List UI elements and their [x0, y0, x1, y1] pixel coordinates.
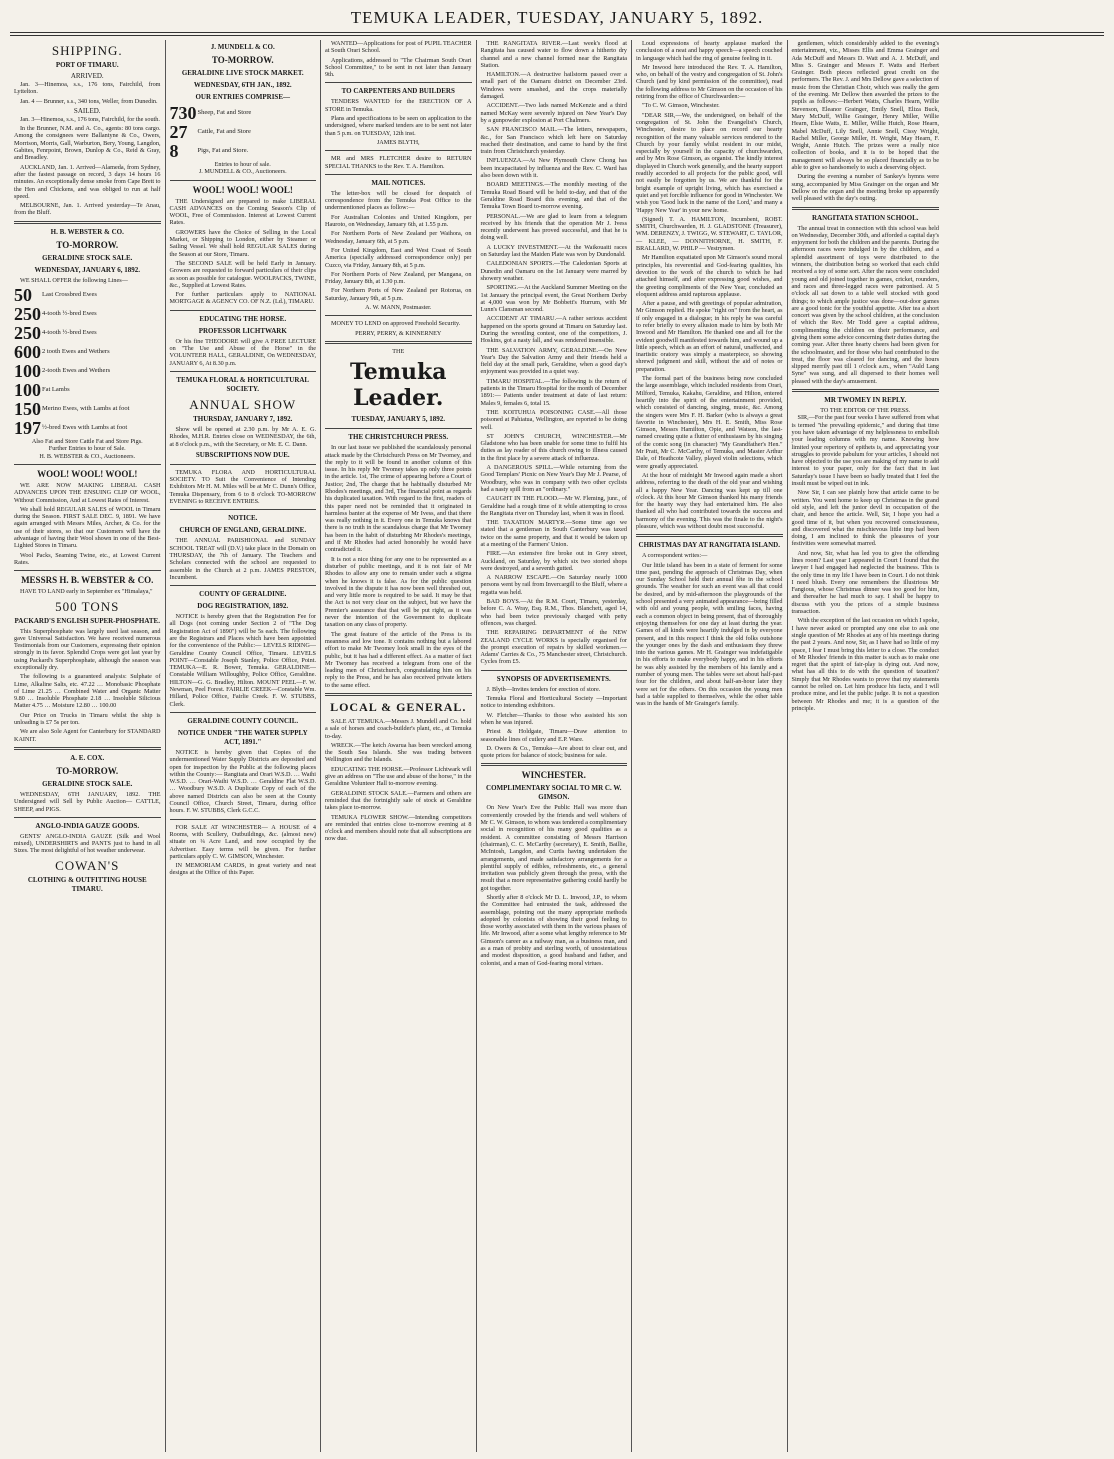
subscriptions-heading: SUBSCRIPTIONS NOW DUE.	[195, 450, 290, 459]
newspaper-columns	[10, 40, 1104, 1452]
messrs-heading: MESSRS H. B. WEBSTER & CO.	[21, 575, 154, 586]
cox-sale: GERALDINE STOCK SALE.	[42, 779, 133, 788]
stock-line: 250 4-tooth ½-bred Ewes	[14, 323, 97, 344]
sale-heading: GERALDINE STOCK SALE.	[42, 253, 133, 262]
local-heading: LOCAL & GENERAL.	[330, 700, 467, 714]
further-text: Further Entries to hour of Sale.	[48, 445, 126, 453]
column-3: WANTED—Applications for post of PUPIL TEACHER at South Orari School. Applications, addressed to "The Chairman South Orari School Committee," to be sent in not later than January 9th. TO CARPENTERS AND BUILDERS TENDERS WANTED for the ERECTION OF A STORE in Temuka. Plans and specifications to be seen on application to the undersigned, where marked tenders are to be sent not later than 5 p.m. on TUESDAY, 12th inst. JAMES BLYTH, MR and MRS FLETCHER desire to RETURN SPECIAL THANKS to the Rev. T. A. Hamilton. MAIL NOTICES. The letter-box will be closed for despatch of correspondence from the Temuka Post Office to the undermentioned places as follow:— For Australian Colonies and United Kingdom, per Hauroto, on Wednesday, January 6th, at 1.55 p.m. For Northern Ports of New Zealand per Waihora, on Wednesday, January 6th, at 5 p.m. For United Kingdom, East and West Coast of South America (specially addressed correspondence only) per Cuzco, via Friday, January 8th, at 5 p.m. For Northern Ports of New Zealand, per Mangana, on Friday, January 8th, at 1.30 p.m. For Northern Ports of New Zealand per Rotorua, on Saturday, January 9th, at 5 p.m. A. W. MANN, Postmaster. MONEY TO LEND on approved Freehold Security. PERRY, PERRY, & KINNERNEY THE Temuka Leader. TUESDAY, JANUARY 5, 1892. THE CHRISTCHURCH PRESS. In our last issue we published the scandalously personal attack made by the Christchurch Press on Mr Twomey, and the reply to it will be found in another column of this issue. In his reply Mr Twomey takes up only three points in the article. 1st, The crime of appearing before a Court of Justice; 2nd, The charge that he habitually disturbed Mr Rhodes's meetings, and 3rd, The financial point as regards his duplicated taxation. With regard to the first, readers of this paper need not be reminded that it originated in harmless banter at the expense of Mr Ivess, and that there was really nothing in it. Every one in Temuka knows that there is no truth in the scandalous charge that Mr Twomey has been in the habit of disturbing Mr Rhodes's meetings, and if Mr Rhodes had acted honorably he would have contradicted it. It is not a nice thing for any one to be represented as a disturber of public meetings, and it is not fair of Mr Rhodes to allow any one to remain under such a stigma when he knows it is false. As for the public question involved in the dispute it has now been well threshed out, and very little more is required to be said. It may be that the Act is not very clear on the subject, but we have the Premier's assurance that that will be put right, as it was never the intention of the Government to duplicate taxation on any class of property. The great feature of the article of the Press is its meanness and low tone. It contains nothing but a labored effort to make Mr Twomey look small in the eyes of the public, but it has had a different effect. As a matter of fact Mr Twomey has received a telegram from one of the leading men of Christchurch, congratulating him on his reply to the Press, and he has also received private letters to the same effect. LOCAL & GENERAL. SALE AT TEMUKA.—Messrs J. Mundell and Co. hold a sale of horses and coach-builder's plant, etc., at Temuka to-day. WRECK.—The ketch Awarua has been wrecked among the South Sea Islands. She was trading between Wellington and the Islands. EDUCATING THE HORSE.—Professor Lichtwark will give an address on "The use and abuse of the horse," in the Geraldine Volunteer Hall to-morrow evening. GERALDINE STOCK SALE.—Farmers and others are reminded that the fortnightly sale of stock at Geraldine takes place to-morrow. TEMUKA FLOWER SHOW.—Intending competitors are reminded that entries close to-morrow evening at 8 o'clock and members should note that all subscriptions are now due.	[321, 40, 477, 1452]
signoff: J. MUNDELL & CO., Auctioneers.	[198, 168, 287, 176]
wool-text: THE Undersigned are prepared to make LIBERAL CASH ADVANCES on the Coming Season's Clip of WOOL, Free of Commission. Interest at Lowest Current Rates.	[169, 197, 316, 227]
newspaper-title: Temuka Leader.	[349, 359, 447, 412]
council-heading: GERALDINE COUNTY COUNCIL.	[187, 716, 299, 725]
money-ad: MONEY TO LEND on approved Freehold Security.	[331, 320, 461, 328]
column-5: Loud expressions of hearty applause marked the conclusion of a neat and happy speech—a speech couched in language which had the ring of genuine feeling in it. Mr Inwood here introduced the Rev. T. A. Hamilton, who, on behalf of the vestry and congregation of St. John's Church (and by kind permission of the committee), read the following address to Mr Gimson on the occasion of his retiring from the office of Churchwarden:— "To C. W. Gimson, Winchester. "DEAR SIR,—We, the undersigned, on behalf of the congregation of St. John the Evangelist's Church, Winchester, desire to place on record our hearty recognition of the many valuable services rendered to the Church by your family whilst resident in our midst, especially by yourself in the capacity of churchwarden, and by Mrs Rose Gimson, as organist. The kindly interest displayed in Church work generally, and the hearty support readily accorded to all projects for the public good, will not easily be forgotten by us. We are thankful for the bright example of upright living, which has exercised a quiet and yet forcible influence for good in Winchester. We wish you 'Good luck in the name of the Lord,' and many a 'Happy New Year' in your new home. (Signed) T. A. HAMILTON, Incumbent, ROBT. SMITH, Churchwarden, H. J. GLADSTONE (Treasurer), WM. DERENZY, J. TWIGG, W. STEWART, C. TAYLOR, — KLEE, — DONNITHORNE, H. SMITH, F. BRALLARD, W. PHILP — Vestrymen. Mr Hamilton expatiated upon Mr Gimson's sound moral principles, his reverential and God-fearing qualities, his devotion to the work of the church to which he had attached himself, and after expressing good wishes, and the greeting compliments of the New Year, concluded an eloquent address amid rapturous applause. After a pause, and with greetings of popular admiration, Mr Gimson replied. He spoke "right on" from the heart, as if only engaged in a dialogue; in his reply he was careful to refer briefly to every allusion made to him by both Mr Inwood and Mr Hamilton. He thanked one and all for the evident goodwill manifested towards him, and wound up a little speech, which as an effort of natural, unaffected, and inartistic oratory was simply a masterpiece, so showing shrewd judgment and skill, without the aid of notes or preparation. The formal part of the business being now concluded the large assemblage, which included residents from Orari, Milford, Temuka, Kakahu, Geraldine, and Hilton, entered heartily into the spirit of the entertainment provided, which consisted of dancing, singing, music, &c. Among the singers were Mrs F. H. Barker (who is always a great favorite in Winchester), Mrs H. E. Smith, Miss Rose Gimson, Messrs Hamilton, Opie, and Watson, the last-named creating quite a flutter of enthusiasm by his singing of the comic song (in character) "My Grandfather's Hen." Mr Pratt, Mr C. McCarthy, of Temuka, and Master Arthur Dale, of Heathcote Valley, played violin selections, which were greatly appreciated. At the hour of midnight Mr Inwood again made a short address, referring to the death of the old year and wishing all a happy New Year. Dancing was kept up till one o'clock. At this hour Mr Gimson thanked his many friends for the hearty way they had entertained him. He also thanked all who had contributed towards the success and harmony of the evening. This was the finale to the night's pleasure, which was without doubt most successful. CHRISTMAS DAY AT RANGITATA ISLAND. A correspondent writes:— Our little island has been in a state of ferment for some time past, pending the approach of Christmas Day, when our Sunday School held their annual fête in the school grounds. The weather for such an event was all that could be desired, and by mid-afternoon the playgrounds of the school presented a very animated appearance—being filled with old and young people, with smiling faces, having each a common object in being present, that of thoroughly enjoying themselves for one day at least during the year. Games of all kinds were heartily indulged in by everyone present, and in this respect I think the old folks outshone the younger ones by the dash and enthusiasm they threw into the various games. Mr H. Grainger was indefatigable in his efforts to make everybody happy, and in his efforts he was ably assisted by the members of his family and a number of young men. The tables were set about half-past four for the children, and about half-an-hour later they were set for the others. On this occasion the young men had a table supplied to themselves, while the other table was in the hands of Mr Grainger's family.	[632, 40, 788, 1452]
column-6: gentlemen, which considerably added to the evening's entertainment, viz., Misses Ellis and Emma Grainger and Ada McDuff and Messrs D. Watt and A. J. McDuff, and Miss S. Grainger and Messrs F. Watts and Herbert Grainger. Both pieces reflected great credit on the performers. The Rev. J. and Mrs Dellow gave a selection of music from the Christian Choir, which was really the gem of the evening. Mr Dellow then awarded the prizes to the pupils as follows:—Herbert Watts, Charles Hearn, Willie Stevenson, Eleanor Grainger, Emily Snell, Eliza Buck, Mary McDuff, Willie Grainger, Henry Miller, Willie Hearn, Elsie Watts, E. Miller, Willie Hutch, Rose Hearn, Mabel McDuff, Lily Snell, Annie Snell, Cissy Wright, Rachel Miller, George Miller, H. Wright, May Hearn, F. Wright, Annie Hutch. The prizes were a really nice collection of books, and it is to be hoped that the management will always be so placed financially as to be able to give so handsomely to such a deserving object. During the evening a number of Sankey's hymns were sung, accompanied by Miss Grainger on the organ and Mr Dellow on the organ and the meeting broke up apparently well pleased with the day's outing. RANGITATA STATION SCHOOL. The annual treat in connection with this school was held on Wednesday, December 30th, and afforded a capital day's enjoyment for both the children and the parents. During the afternoon races were indulged in by the children, and a splendid assortment of toys were distributed to the winners, the distribution being so worked that each child received a toy of some sort. After the races were concluded young and old joined together in games, cricket, rounders, and races and three-legged races were patronised. At 5 o'clock all sat down to a table well stocked with good things; to which ample justice was done—out-door games are a good tonic for the youthful appetite. After tea a short concert was given by the school children, at the conclusion of which the Rev. Mr Todd gave a capital address, complimenting the children on their performance, and giving them some advice concerning their duties during the coming year. After three hearty cheers had been given for the schoolmaster, and for those who had contributed to the treat, the floor was cleared for dancing, and the hours slipped merrily past till 1 o'clock a.m., when "Auld Lang Syne" was sung, and all dispersed to their homes well pleased with the day's amusement. MR TWOMEY IN REPLY. TO THE EDITOR OF THE PRESS. SIR,—For the past four weeks I have suffered from what is termed "the prevailing epidemic," and during that time you have taken advantage of my helplessness to embellish your leading columns with my name. Knowing how limited your repertory of epithets is, and appreciating your struggles to provide pabulum for your articles, I should not have objected to the use you are making of my name to add interest to your paper, only for the fact that in last Saturday's issue I have been so badly treated that I feel the insult must be wiped out in ink. Now Sir, I can see plainly how that article came to be written. You went home to keep up Christmas in the grand old style, and left the junior devil in occupation of the chair, and hence the article. Well, Sir, I hope you had a good time of it, but when you recovered consciousness, and discovered what the mischievous little imp had been doing, I am inclined to think the pleasures of your festivities were somewhat marred. And now, Sir, what has led you to give the offending lines room? Last year I appeared in Court I found that the lawyer I had engaged had neglected the business. This is the only time in my life I have been in Court. I do not think I need blush. Every one remembers the illustrious Mr Fangious, whose Christmas dinner was too good for him, and thereafter he had much to say. I shall be happy to discuss with you the prices of a simple business transaction. With the exception of the last occasion on which I spoke, I have never asked or prompted any one else to ask one single question of Mr Rhodes at any of his meetings during the past 2 years. And now, Sir, as I have had so little of my space, I fear I must bring this letter to a close. The conduct of Mr Rhodes' friends in this matter is such as to make one regret that the spirit of fair-play is dying out. And now, what has all this to do with the question of taxation? Simply that Mr Rhodes wants to prove that my statements cannot be relied on. Let him produce his facts, and I will produce mine, and let the public judge. It is not a question between Mr Rhodes and me; it is a question of the principle.	[791, 40, 940, 712]
stock-line: 50 Last Crossbred Ewes	[14, 285, 97, 306]
society-heading: TEMUKA FLORAL & HORTICULTURAL SOCIETY.	[176, 375, 310, 393]
entries-heading: OUR ENTRIES COMPRISE—	[195, 93, 290, 101]
cowan-heading: COWAN'S	[55, 857, 120, 873]
press-heading: THE CHRISTCHURCH PRESS.	[348, 433, 449, 442]
church-heading: CHURCH OF ENGLAND, GERALDINE.	[179, 526, 307, 535]
sailed-label: SAILED.	[73, 106, 101, 115]
stock-line: 100 2-tooth Ewes and Wethers	[14, 361, 111, 382]
county-heading: COUNTY OF GERALDINE.	[199, 590, 287, 599]
webster-header: H. B. WEBSTER & CO.	[50, 227, 124, 236]
dog-reg-heading: DOG REGISTRATION, 1892.	[197, 602, 289, 611]
mail-heading: MAIL NOTICES.	[371, 178, 426, 187]
show-date: THURSDAY, JANUARY 7, 1892.	[193, 414, 293, 423]
to-editor: TO THE EDITOR OF THE PRESS.	[820, 407, 911, 415]
issue-date: TUESDAY, JANUARY 5, 1892.	[351, 415, 445, 424]
signed-name: T. A. HAMILTON, Incumbent	[669, 215, 758, 223]
column-1: SHIPPING. PORT OF TIMARU. ARRIVED. Jan. 3—Hinemoa, s.s., 176 tons, Fairchild, from Lyttelton. Jan. 4 — Brunner, s.s., 340 tons, Weller, from Dunedin. SAILED. Jan. 3—Hinemoa, s.s., 176 tons, Fairchild, for the south. In the Brunner, N.M. and A. Co., agents: 80 tons cargo. Among the consignees were Ballantyne & Co., Owers, Morrison, Morris, Gall, Warburton, Bery, Young, Langdon, Gabites, Fenrpoint, Brown, Dunlop & Co., Reid & Gray, and Breadley. AUCKLAND, Jan. 1. Arrived—Alameda, from Sydney, after the fastest passage on record, 3 days 14 hours 16 minutes. An exceptionally dense smoke from Cape Brett to the Hen and Chickens, and was obliged to run at half speed. MELBOURNE, Jan. 1. Arrived yesterday—Te Anau, from the Bluff. H. B. WEBSTER & CO. TO-MORROW. GERALDINE STOCK SALE. WEDNESDAY, JANUARY 6, 1892. WE SHALL OFFER the following Lines— 50 Last Crossbred Ewes 250 4-tooth ½-bred Ewes 250 4-tooth ½-bred Ewes 600 2 tooth Ewes and Wethers 100 2-tooth Ewes and Wethers 100 Fat Lambs 150 Merino Ewes, with Lambs at foot 197 ½-bred Ewes with Lambs at foot Also Fat and Store Cattle Fat and Store Pigs. Further Entries to hour of Sale. H. B. WEBSTER & CO., Auctioneers. WOOL! WOOL! WOOL! WE ARE NOW MAKING LIBERAL CASH ADVANCES UPON THE ENSUING CLIP OF WOOL, Without Commission, And at Lowest Rates of Interest. We shall hold REGULAR SALES of WOOL in Timaru during the Season. FIRST SALE DEC. 9, 1891. We have again arranged with Messrs Miles, Archer, & Co. for the use of their stores, so that our Customers will have the advantage of having their Wool shown in one of the Best-Lighted Stores in Timaru. Wool Packs, Seaming Twine, etc., at Lowest Current Rates. MESSRS H. B. WEBSTER & CO. HAVE TO LAND early in September ex "Himalaya," 500 TONS PACKARD'S ENGLISH SUPER-PHOSPHATE. This Superphosphate was largely used last season, and gave Universal Satisfaction. We have received numerous Testimonials from our Customers, expressing their opinion strongly in its favor. Splendid Crops were got last year by using Packard's Superphosphate, although the season was exceptionally dry. The following is a guaranteed analysis: Sulphate of Lime, Alkaline Salts, etc. 47.22 … Monobasic Phosphate of Lime 21.25 … Combined Water and Organic Matter 9.80 … Insoluble Phosphate 2.18 … Insoluble Silicious Matter 4.75 … Moisture 12.80 … 100.00 Our Price on Trucks in Timaru whilst the ship is unloading is £7 5s per ton. We are also Sole Agent for Canterbury for STANDARD KAINIT. A. E. COX. TO-MORROW. GERALDINE STOCK SALE. WEDNESDAY, 6TH JANUARY, 1892. THE Undersigned will Sell by Public Auction— CATTLE, SHEEP, and PIGS. ANGLO-INDIA GAUZE GOODS. GENTS' ANGLO-INDIA GAUZE (Silk and Wool mixed), UNDERSHIRTS and PANTS just to hand in all Sizes. The most delightful of hot weather underwear. COWAN'S CLOTHING & OUTFITTING HOUSE TIMARU.	[10, 40, 166, 1452]
annual-show-heading: ANNUAL SHOW	[189, 396, 297, 412]
offer-text: WE SHALL OFFER the following Lines—	[20, 276, 128, 284]
notice-heading: NOTICE.	[228, 514, 258, 523]
xmas-heading: CHRISTMAS DAY AT RANGITATA ISLAND.	[638, 541, 780, 550]
signoff: H. B. WEBSTER & CO., Auctioneers.	[39, 452, 136, 460]
blyth-signoff: JAMES BLYTH,	[376, 138, 420, 146]
educating-heading: EDUCATING THE HORSE.	[199, 314, 287, 323]
masthead-rule	[10, 32, 1104, 33]
stock-line: 150 Merino Ewes, with Lambs at foot	[14, 399, 130, 420]
tenders-ad: TENDERS WANTED for the ERECTION OF A STORE in Temuka.	[325, 98, 472, 113]
wanted-ad: WANTED—Applications for post of PUPIL TEACHER at South Orari School.	[325, 40, 472, 55]
market-heading: GERALDINE LIVE STOCK MARKET.	[181, 69, 304, 77]
arrival: Jan. 4 — Brunner, s.s., 340 tons, Weller, from Dunedin.	[20, 97, 158, 105]
tons-heading: 500 TONS	[55, 598, 120, 614]
cowan-sub: CLOTHING & OUTFITTING HOUSE TIMARU.	[27, 875, 147, 893]
cox-header: A. E. COX.	[70, 753, 105, 762]
carpenters-heading: TO CARPENTERS AND BUILDERS	[341, 87, 455, 96]
stock-line: 600 2 tooth Ewes and Wethers	[14, 342, 110, 363]
postmaster-signoff: A. W. MANN, Postmaster.	[365, 304, 432, 312]
mundell-header: J. MUNDELL & CO.	[210, 43, 275, 51]
arrived-label: ARRIVED.	[70, 72, 104, 80]
rangitata-heading: THE RANGITATA RIVER.	[486, 40, 563, 47]
reply-heading: MR TWOMEY IN REPLY.	[824, 396, 907, 405]
sale-date: WEDNESDAY, JANUARY 6, 1892.	[34, 265, 141, 274]
market-date: WEDNESDAY, 6TH JAN., 1892.	[193, 81, 292, 89]
port-heading: PORT OF TIMARU.	[55, 61, 119, 69]
packard-heading: PACKARD'S ENGLISH SUPER-PHOSPHATE.	[14, 616, 160, 625]
stock-line: 100 Fat Lambs	[14, 380, 70, 401]
water-heading: NOTICE UNDER "THE WATER SUPPLY ACT, 1891."	[177, 728, 308, 746]
the-label: THE	[392, 347, 405, 355]
wool-text: WE ARE NOW MAKING LIBERAL CASH ADVANCES UPON THE ENSUING CLIP OF WOOL, Without Commission, And at Lowest Rates of Interest.	[14, 481, 161, 504]
wool-heading: WOOL! WOOL! WOOL!	[37, 468, 138, 479]
arrival: Jan. 3—Hinemoa, s.s., 176 tons, Fairchild, from Lyttelton.	[14, 81, 161, 96]
tomorrow-heading: TO-MORROW.	[56, 239, 119, 250]
perry-signoff: PERRY, PERRY, & KINNERNEY	[355, 329, 442, 337]
synopsis-heading: SYNOPSIS OF ADVERTISEMENTS.	[496, 674, 611, 683]
professor-heading: PROFESSOR LICHTWARK	[198, 326, 287, 335]
winchester-heading: WINCHESTER.	[521, 770, 586, 781]
also-text: Also Fat and Store Cattle Fat and Store Pigs.	[31, 438, 143, 446]
stock-line: 197 ½-bred Ewes with Lambs at foot	[14, 418, 128, 439]
column-4: THE RANGITATA RIVER.—Last week's flood at Rangitata has caused water to flow down a hitherto dry channel and a new channel formed near the Rangitata Station. HAMILTON.—A destructive hailstorm passed over a small part of the Oamaru district on December 23rd. Windows were smashed, and the crops materially damaged. ACCIDENT.—Two lads named McKenzie and a third named McKay were severely injured on New Year's Day by a gunpowder explosion at Port Chalmers. SAN FRANCISCO MAIL.—The letters, newspapers, &c., for San Francisco which left here on Saturday reached their destination, and came to hand by the first train from Christchurch yesterday. INFLUENZA.—At New Plymouth Chow Chong has been incapacitated by influenza and the Rev. C. Ward has also been down with it. BOARD MEETINGS.—The monthly meeting of the Temuka Road Board will be held to-day, and that of the Geraldine Road Board this evening, and that of the Temuka Town Board to-morrow evening. PERSONAL.—We are glad to learn from a telegram received by his friends that the operation Mr J. Ivess recently underwent has proved successful, and that he is doing well. A LUCKY INVESTMENT.—At the Waikouaiti races on Saturday last the Maiden Plate was won by Dundonald. CALEDONIAN SPORTS.—The Caledonian Sports at Dunedin and Oamaru on the 1st January were marred by showery weather. SPORTING.—At the Auckland Summer Meeting on the 1st January the principal event, the Great Northern Derby at 4,000 was won by Mr Bobbett's Hurrum, with Mr Lunn's Clansman second. ACCIDENT AT TIMARU.—A rather serious accident happened on the sports ground at Timaru on Saturday last. During the wrestling contest, one of the competitors, J. Hoskins, got a nasty fall, and was rendered insensible. THE SALVATION ARMY, GERALDINE.—On New Year's Day the Salvation Army and their friends held a field day at the small park, Geraldine, when a good day's enjoyment was provided in a quiet way. TIMARU HOSPITAL.—The following is the return of patients in the Timaru Hospital for the month of December 1891:— Patients under treatment at date of last return: Males 9, females 6, total 15. THE KOITUHUA POISONING CASE.—All those poisoned at Pahiatua, Wellington, are reported to be doing well. ST JOHN'S CHURCH, WINCHESTER.—Mr Gladstone who has been unable for some time to fulfil his duties as lay reader of this church owing to illness caused in the first place by a severe attack of influenza. A DANGEROUS SPILL.—While returning from the Good Templars' Picnic on New Year's Day Mr J. Pearse, of Woodbury, who was in company with two other cyclists had a nasty spill from an "ordinary." CAUGHT IN THE FLOOD.—Mr W. Fleming, junr., of Geraldine had a rough time of it while attempting to cross the Rangitata river on Thursday last, when it was in flood. THE TAXATION MARTYR.—Some time ago we stated that a gentleman in South Canterbury was taxed twice on the same property, and that it would be taken up at a meeting of the Farmers' Union. FIRE.—An extensive fire broke out in Grey street, Auckland, on Saturday, by which six two storied shops were destroyed, and a seventh gutted. A NARROW ESCAPE.—On Saturday nearly 1000 persons went by rail from Invercargill to the Bluff, where a regatta was held. BAD BOYS.—At the R.M. Court, Timaru, yesterday, before C. A. Wray, Esq. R.M., Thos. Blanchett, aged 14, who had been twice previously charged with petty offences, was charged. THE REPAIRING DEPARTMENT of the NEW ZEALAND CYCLE WORKS is specially organised for the prompt execution of repairs by skilled workmen.—Adams' Carries & Co., 75 Manchester street, Christchurch. Cycles from £5. SYNOPSIS OF ADVERTISEMENTS. J. Blyth—Invites tenders for erection of store. Temuka Floral and Horticultural Society —Important notice to intending exhibitors. W. Fletcher—Thanks to those who assisted his son when he was injured. Priest & Holdgate, Timaru—Draw attention to seasonable lines of cutlery and E.P. Ware. D. Owers & Co., Temuka—Are about to clear out, and quote prices for balance of stock; business for sale. WINCHESTER. COMPLIMENTARY SOCIAL TO MR C. W. GIMSON. On New Year's Eve the Public Hall was more than conveniently crowded by the friends and well wishers of Mr C. W. Gimson, to whom was tendered a complimentary social in recognition of his many good qualities as a resident. A committee consisting of Messrs Harrison (chairman), C. C. McCarthy (secretary), E. Smith, Baillie, McIntosh, Langdon, and Curtis having undertaken the arrangements, and made satisfactory arrangements for a plentiful supply of edibles, refreshments, etc., a general invitation was publicly given through the press, with the result that a more representative gathering could hardly be got together. Shortly after 8 o'clock Mr D. L. Inwood, J.P., to whom the Committee had entrusted the task, addressed the assemblage, pointing out the many appropriate methods adopted by colonists of showing their good feeling to those worthy associated with them in the various phases of life. Mr Inwood, after a some what lengthy reference to Mr Gimson's career as a railway man, as a business man, and as a man of probity and sterling worth, of unostentatious and modest disposition, a good husband and father, and colonist, and a man of God-fearing moral virtues.	[477, 40, 633, 1452]
stock-line: 8 Pigs, Fat and Store.	[169, 141, 249, 161]
masthead-rule-2	[10, 35, 1104, 36]
shipping-title: SHIPPING.	[51, 43, 123, 58]
tomorrow-heading: TO-MORROW.	[211, 55, 274, 65]
stock-line: 730 Sheep, Fat and Store	[169, 103, 252, 123]
vestrymen-label: Vestrymen.	[706, 245, 735, 253]
stock-line: 27 Cattle, Fat and Store	[169, 122, 251, 142]
column-2: J. MUNDELL & CO. TO-MORROW. GERALDINE LIVE STOCK MARKET. WEDNESDAY, 6TH JAN., 1892. OUR ENTRIES COMPRISE— 730 Sheep, Fat and Store 27 Cattle, Fat and Store 8 Pigs, Fat and Store. Entries to hour of sale. J. MUNDELL & CO., Auctioneers. WOOL! WOOL! WOOL! THE Undersigned are prepared to make LIBERAL CASH ADVANCES on the Coming Season's Clip of WOOL, Free of Commission. Interest at Lowest Current Rates. GROWERS have the Choice of Selling in the Local Market, or Shipping to London, either by Steamer or Sailing Vessel. We shall hold REGULAR SALES during the Season at our Store, Timaru. The SECOND SALE will be held Early in January. Growers are requested to forward particulars of their clips as soon as possible for catalogue. WOOLPACKS, TWINE, &c., Supplied at Lowest Rates. For further particulars apply to NATIONAL MORTGAGE & AGENCY CO. OF N.Z. (Ld.), TIMARU. EDUCATING THE HORSE. PROFESSOR LICHTWARK Or his fine THEODORE will give A FREE LECTURE on "The Use and Abuse of the Horse" in the VOLUNTEER HALL, GERALDINE, On WEDNESDAY, JANUARY 6, At 8.30 p.m. TEMUKA FLORAL & HORTICULTURAL SOCIETY. ANNUAL SHOW THURSDAY, JANUARY 7, 1892. Show will be opened at 2.30 p.m. by Mr A. E. G. Rhodes, M.H.R. Entries close on WEDNESDAY, the 6th, at 8 o'clock p.m., with the Secretary, or Mr. E. C. Dann. SUBSCRIPTIONS NOW DUE. TEMUKA FLORA AND HORTICULTURAL SOCIETY. TO Suit the Convenience of Intending Exhibitors Mr H. M. Miles will be at Mr C. Dunn's Office, Temuka Dispensary, from 6 to 8 o'clock TO-MORROW EVENING to RECEIVE ENTRIES. NOTICE. CHURCH OF ENGLAND, GERALDINE. THE ANNUAL PARISHIONAL and SUNDAY SCHOOL TREAT will (D.V.) take place in the Domain on THURSDAY, the 7th of January. The Teachers and Scholars connected with the school are requested to assemble in the Church at 2 p.m. JAMES PRESTON, Incumbent. COUNTY OF GERALDINE. DOG REGISTRATION, 1892. NOTICE is hereby given that the Registration Fee for all Dogs (not coming under Section 2 of "The Dog Registration Act of 1890") will be 5s each. The following are the Registrars and Places which have been appointed for the convenience of the Public:— LEVELS RIDING—Geraldine County Council Office, Timaru. LEVELS POINT—Constable Joseph Stanley, Police Office, Point. TEMUKA—E. R. Bower, Temuka. GERALDINE—Constable William Willoughby, Police Office, Geraldine. HILTON—G. G. Bradley, Hilton. MOUNT PEEL—F. W. Newman, Peel Forest. FAIRLIE CREEK—Constable Wm. Hillard, Police Office, Fairlie Creek. F. W. STUBBS, Clerk. GERALDINE COUNTY COUNCIL. NOTICE UNDER "THE WATER SUPPLY ACT, 1891." NOTICE is hereby given that Copies of the undermentioned Water Supply Districts are deposited and open for inspection by the Public at the following places within the County:— Rangitata and Orari W.S.D. … Waihi W.S.D. … Orari-Waihi W.S.D. … Geraldine Flat W.S.D. … Woodbury W.S.D. A Duplicate Copy of each of the above named Districts can also be seen at the County Council Office, Church Street, Timaru, during office hours. F. W. STUBBS, Clerk G.C.C. FOR SALE AT WINCHESTER— A HOUSE of 4 Rooms, with Scullery, Outbuildings, &c. (almost new) situate on ¼ Acre Land, and now occupied by the Advertiser. Easy terms will be given. For further particulars apply C. W. GIMSON, Winchester. IN MEMORIAM CARDS, in great variety and neat designs at the Office of this Paper.	[166, 40, 322, 1452]
wool-heading: WOOL! WOOL! WOOL!	[192, 184, 293, 195]
fletcher-ad: MR and MRS FLETCHER desire to RETURN SPECIAL THANKS to the Rev. T. A. Hamilton.	[325, 155, 472, 170]
stock-line: 250 4-tooth ½-bred Ewes	[14, 304, 97, 325]
complimentary-heading: COMPLIMENTARY SOCIAL TO MR C. W. GIMSON.	[486, 784, 622, 802]
masthead: TEMUKA LEADER, TUESDAY, JANUARY 5, 1892.	[350, 8, 764, 27]
entries-text: Entries to hour of sale.	[214, 161, 271, 168]
sailing: Jan. 3—Hinemoa, s.s., 176 tons, Fairchild, for the south.	[20, 115, 160, 123]
station-school-heading: RANGITATA STATION SCHOOL.	[811, 213, 919, 222]
cox-tomorrow: TO-MORROW.	[56, 765, 119, 776]
gauze-heading: ANGLO-INDIA GAUZE GOODS.	[35, 821, 140, 830]
